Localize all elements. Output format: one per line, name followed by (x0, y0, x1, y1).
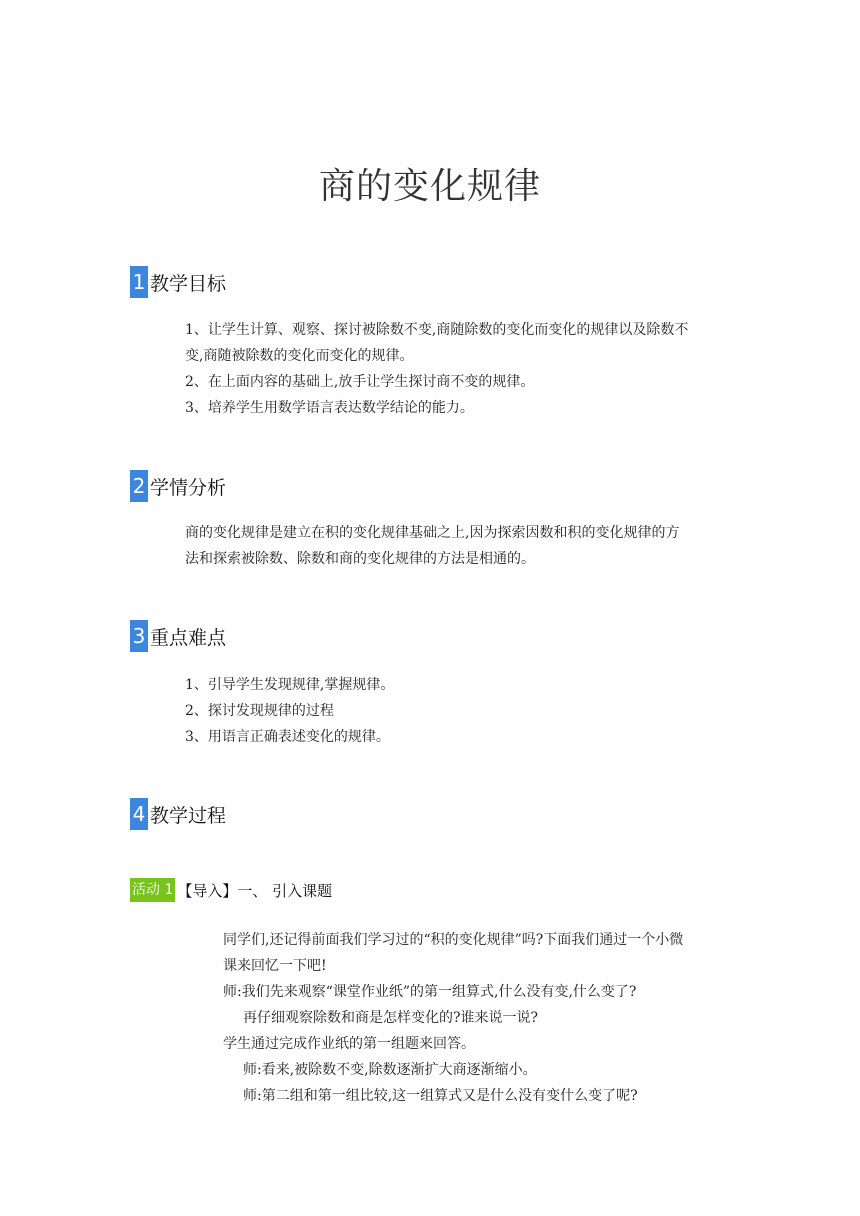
activity-badge: 活动 1 (130, 878, 175, 902)
section-body-3 (185, 672, 394, 750)
section-body-1 (185, 317, 688, 421)
section-heading-4 (130, 798, 226, 830)
section-title: 重点难点 (150, 626, 227, 649)
body-line: 师:我们先来观察“课堂作业纸”的第一组算式,什么没有变,什么变了? (223, 984, 637, 1000)
body-line: 法和探索被除数、除数和商的变化规律的方法是相通的。 (185, 551, 535, 567)
activity-title: 【导入】一、 引入课题 (177, 881, 333, 900)
body-line: 3、培养学生用数学语言表达数学结论的能力。 (185, 400, 474, 416)
body-line: 再仔细观察除数和商是怎样变化的?谁来说一说? (243, 1010, 539, 1026)
body-line: 2、探讨发现规律的过程 (185, 703, 334, 719)
body-line: 2、在上面内容的基础上,放手让学生探讨商不变的规律。 (185, 374, 535, 390)
body-line: 课来回忆一下吧! (223, 958, 327, 974)
section-title: 学情分析 (150, 476, 227, 499)
section-number-badge: 1 (130, 266, 148, 298)
section-number-badge: 4 (130, 798, 148, 830)
body-line: 同学们,还记得前面我们学习过的“积的变化规律”吗?下面我们通过一个小微 (223, 932, 684, 948)
body-line: 变,商随被除数的变化而变化的规律。 (185, 348, 414, 364)
section-title: 教学过程 (150, 804, 227, 827)
body-line: 师:看来,被除数不变,除数逐渐扩大商逐渐缩小。 (243, 1062, 537, 1078)
body-line: 3、用语言正确表述变化的规律。 (185, 729, 390, 745)
section-title: 教学目标 (150, 272, 227, 295)
activity-heading (130, 878, 332, 902)
section-number-badge: 3 (130, 620, 148, 652)
section-body-2 (185, 520, 679, 572)
section-heading-3 (130, 620, 226, 652)
body-line: 学生通过完成作业纸的第一组题来回答。 (223, 1036, 475, 1052)
document-title: 商的变化规律 (318, 166, 541, 207)
section-heading-2 (130, 470, 226, 502)
body-line: 商的变化规律是建立在积的变化规律基础之上,因为探索因数和积的变化规律的方 (185, 525, 680, 541)
section-heading-1 (130, 266, 226, 298)
body-line: 1、引导学生发现规律,掌握规律。 (185, 677, 395, 693)
activity-body (223, 927, 683, 1109)
body-line: 师:第二组和第一组比较,这一组算式又是什么没有变什么变了呢? (243, 1088, 638, 1104)
section-number-badge: 2 (130, 470, 148, 502)
body-line: 1、让学生计算、观察、探讨被除数不变,商随除数的变化而变化的规律以及除数不 (185, 322, 689, 338)
